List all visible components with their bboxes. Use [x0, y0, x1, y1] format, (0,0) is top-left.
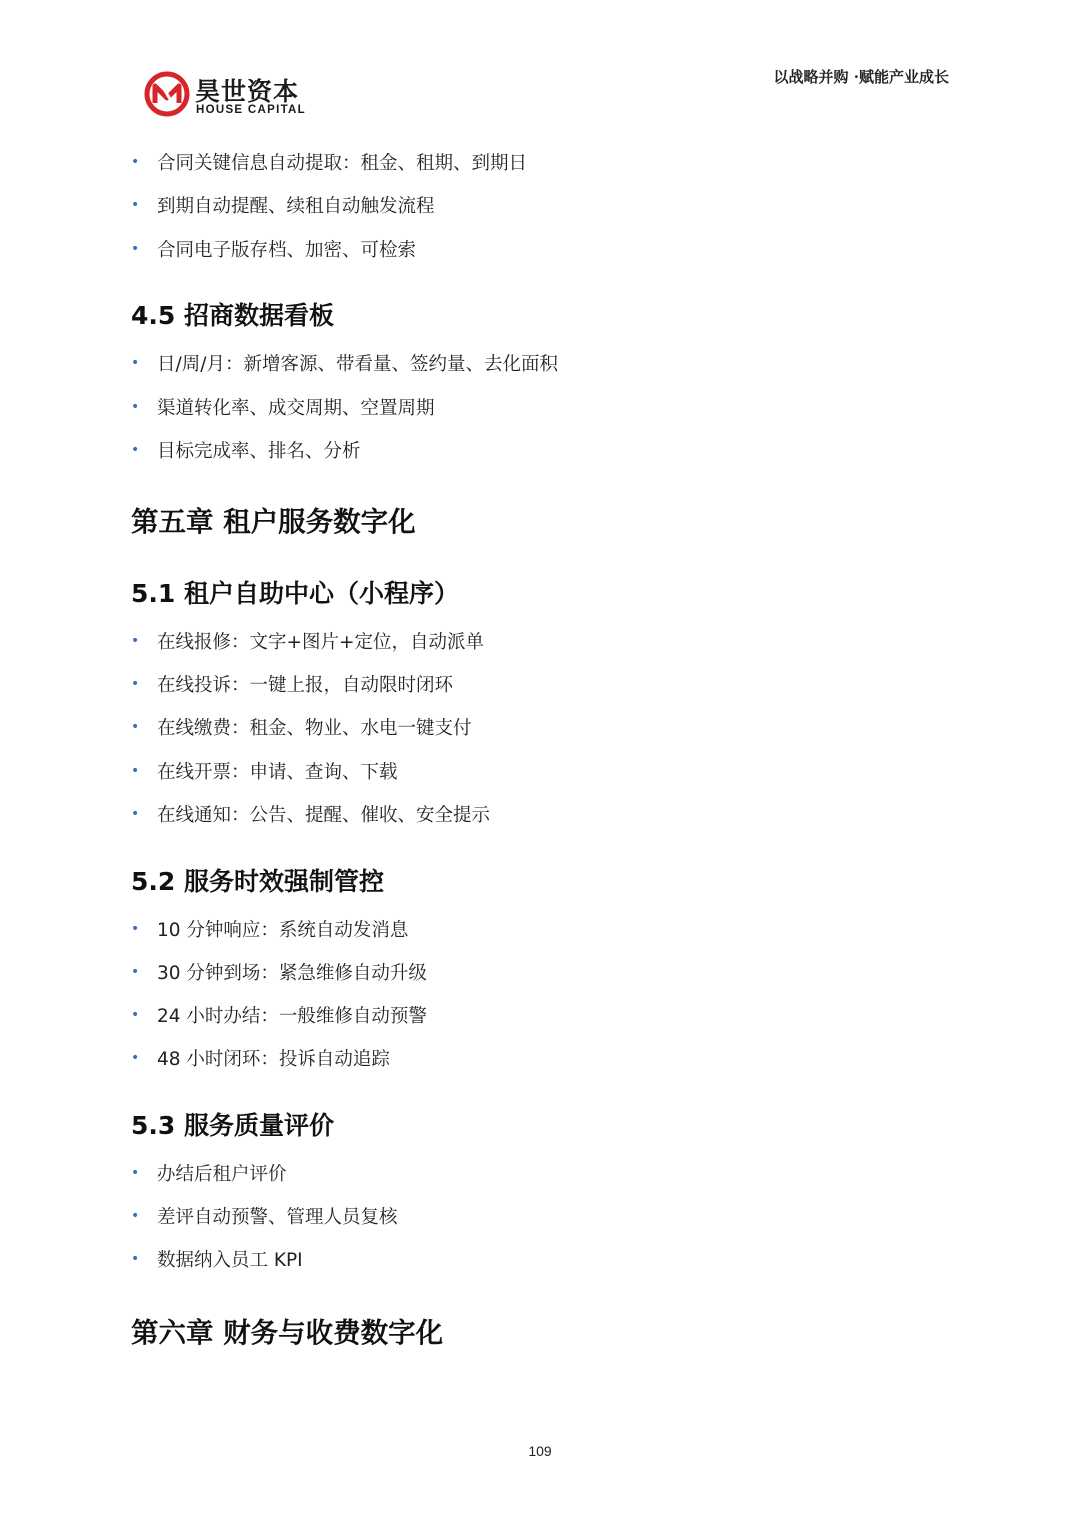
bullet-icon: • [131, 676, 140, 692]
list-item: • 渠道转化率、成交周期、空置周期 [131, 398, 435, 419]
logo-mark-icon [143, 70, 191, 118]
bullet-icon: • [131, 633, 140, 649]
list-item: • 日/周/月：新增客源、带看量、签约量、去化面积 [131, 354, 558, 375]
list-item: • 在线缴费：租金、物业、水电一键支付 [131, 718, 472, 739]
bullet-icon: • [131, 1165, 140, 1181]
list-item: • 目标完成率、排名、分析 [131, 441, 361, 462]
header-slogan: 以战略并购 ·赋能产业成长 [773, 68, 949, 86]
list-item: • 24 小时办结：一般维修自动预警 [131, 1006, 427, 1027]
logo-english-name: HOUSE CAPITAL [196, 104, 306, 116]
bullet-icon: • [131, 241, 140, 257]
list-item: • 数据纳入员工 KPI [131, 1250, 303, 1271]
house-capital-logo [143, 70, 313, 120]
bullet-icon: • [131, 197, 140, 213]
list-item: • 办结后租户评价 [131, 1164, 287, 1185]
bullet-icon: • [131, 154, 140, 170]
chapter-heading-6: 第六章 财务与收费数字化 [131, 1317, 444, 1349]
list-item: • 到期自动提醒、续租自动触发流程 [131, 196, 435, 217]
chapter-heading-5: 第五章 租户服务数字化 [131, 506, 416, 538]
bullet-icon: • [131, 1251, 140, 1267]
list-item: • 在线投诉：一键上报，自动限时闭环 [131, 675, 454, 696]
page-header [0, 0, 1080, 130]
bullet-icon: • [131, 1007, 140, 1023]
list-item: • 在线通知：公告、提醒、催收、安全提示 [131, 805, 491, 826]
bullet-icon: • [131, 763, 140, 779]
list-item: • 在线开票：申请、查询、下载 [131, 762, 398, 783]
bullet-icon: • [131, 355, 140, 371]
list-item: • 在线报修：文字+图片+定位，自动派单 [131, 632, 485, 653]
bullet-icon: • [131, 399, 140, 415]
bullet-icon: • [131, 442, 140, 458]
page-number: 109 [528, 1443, 552, 1459]
section-heading-4-5: 4.5 招商数据看板 [131, 301, 334, 330]
bullet-icon: • [131, 1050, 140, 1066]
section-heading-5-2: 5.2 服务时效强制管控 [131, 867, 384, 896]
bullet-icon: • [131, 921, 140, 937]
list-item: • 合同关键信息自动提取：租金、租期、到期日 [131, 153, 528, 174]
section-heading-5-3: 5.3 服务质量评价 [131, 1111, 334, 1140]
section-heading-5-1: 5.1 租户自助中心（小程序） [131, 579, 459, 608]
list-item: • 差评自动预警、管理人员复核 [131, 1207, 398, 1228]
bullet-icon: • [131, 719, 140, 735]
bullet-icon: • [131, 1208, 140, 1224]
list-item: • 合同电子版存档、加密、可检索 [131, 240, 417, 261]
logo-chinese-name: 昊世资本 [195, 77, 300, 106]
bullet-icon: • [131, 806, 140, 822]
list-item: • 48 小时闭环：投诉自动追踪 [131, 1049, 390, 1070]
list-item: • 10 分钟响应：系统自动发消息 [131, 920, 409, 941]
list-item: • 30 分钟到场：紧急维修自动升级 [131, 963, 427, 984]
bullet-icon: • [131, 964, 140, 980]
